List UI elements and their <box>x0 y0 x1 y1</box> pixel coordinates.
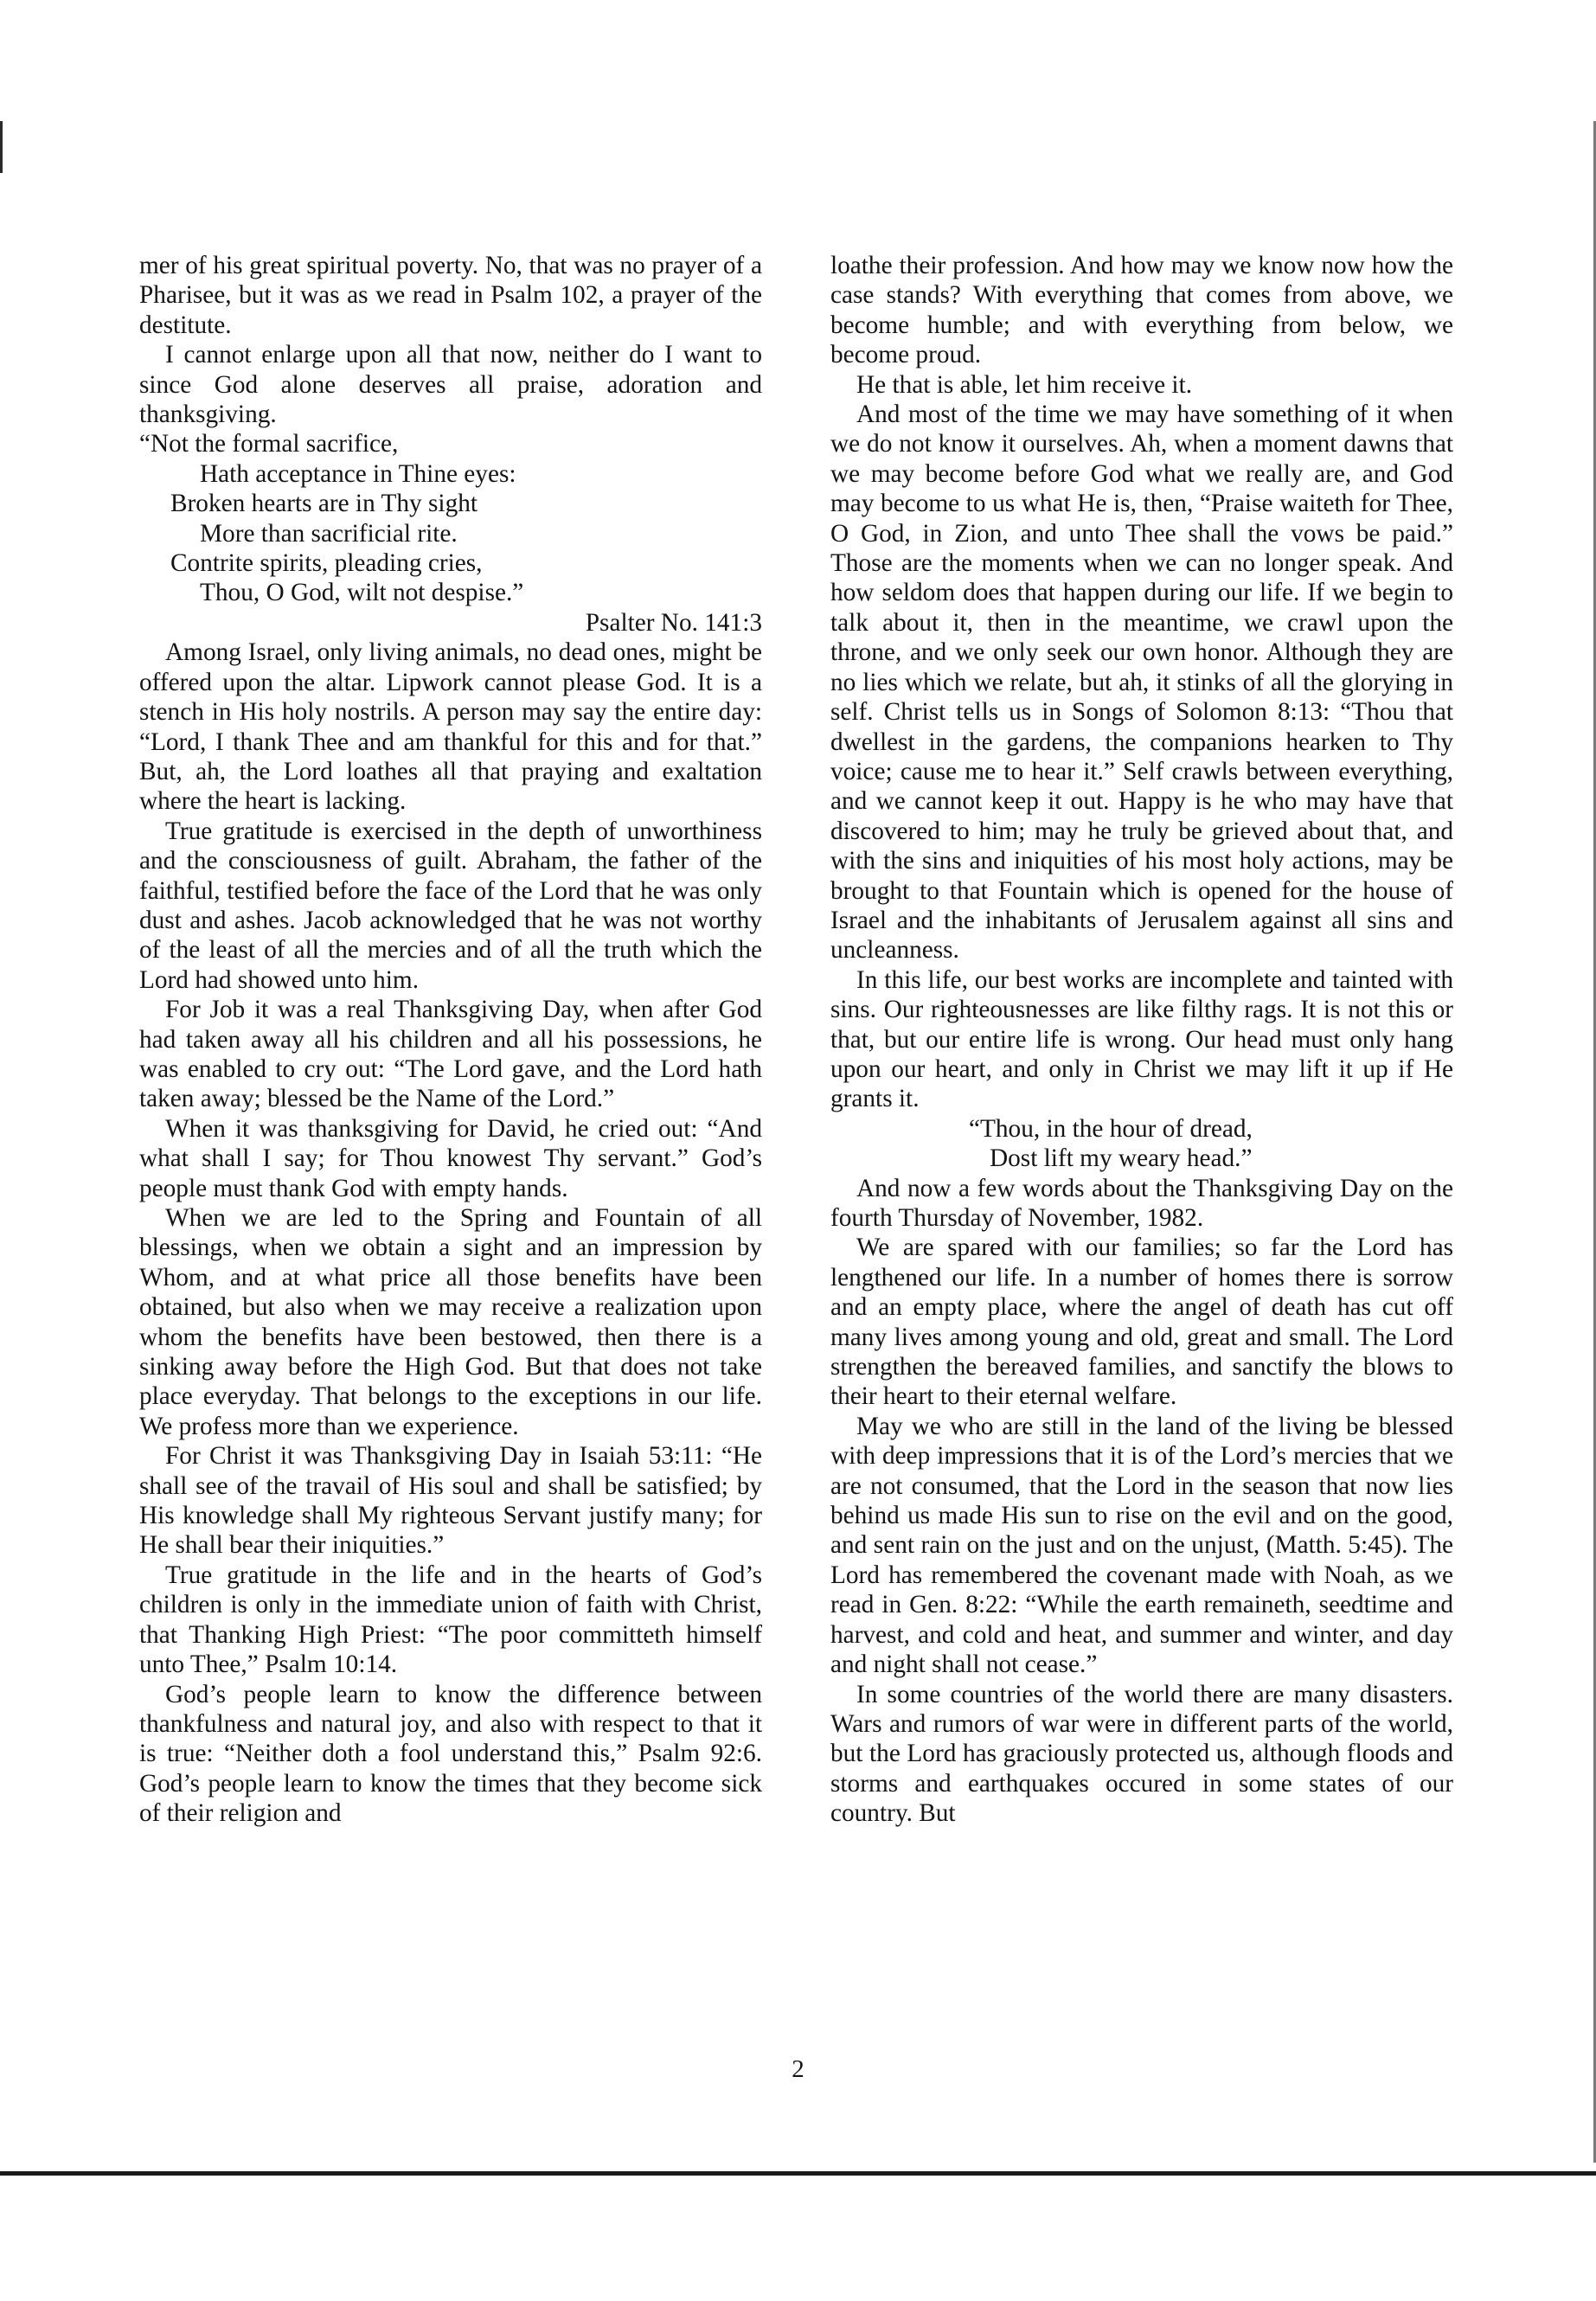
verse-block <box>830 1114 1453 1174</box>
paragraph: True gratitude is exercised in the depth of unworthiness and the consciousness of guilt. Abraham, the father of the faithful, testified before the face of the Lord that he was only dust and ashes. Jacob acknowledged that he was not worthy of the least of all the mercies and of all the truth which the Lord had showed unto him. <box>139 817 762 994</box>
paragraph: He that is able, let him receive it. <box>856 370 1193 399</box>
paragraph: For Job it was a real Thanksgiving Day, when after God had taken away all his children and all his possessions, he was enabled to cry out: “The Lord gave, and the Lord hath taken away; blessed be the Name of the Lord.” <box>139 996 762 1113</box>
paragraph: loathe their profession. And how may we know now how the case stands? With everything that comes from above, we become humble; and with everything from below, we become proud. <box>830 252 1453 369</box>
paragraph: When we are led to the Spring and Fountain of all blessings, when we obtain a sight and an impression by Whom, and at what price all those benefits have been obtained, but also when we may receive a realization upon whom the benefits have been bestowed, then there is a sinking away before the High God. But that does not take place everyday. That belongs to the exceptions in our life. We profess more than we experience. <box>139 1204 762 1440</box>
verse-line: “Thou, in the hour of dread, <box>969 1114 1253 1143</box>
page-number: 2 <box>792 2055 804 2083</box>
paragraph: And now a few words about the Thanksgiving Day on the fourth Thursday of November, 1982. <box>830 1174 1453 1232</box>
paragraph: May we who are still in the land of the living be blessed with deep impressions that it is of the Lord’s mercies that we are not consumed, that the Lord in the season that now lies behind us made His sun to rise on the evil and on the good, and sent rain on the just and on the unjust, (Matth. 5:45). The Lord has remembered the covenant made with Noah, as we read in Gen. 8:22: “While the earth remaineth, seedtime and harvest, and cold and heat, and summer and winter, and day and night shall not cease.” <box>830 1412 1453 1679</box>
scan-edge-bottom-line <box>0 2171 1596 2176</box>
paragraph: True gratitude in the life and in the hearts of God’s children is only in the immediate union of faith with Christ, that Thanking High Priest: “The poor committeth himself unto Thee,” Psalm 10:14. <box>139 1561 762 1679</box>
verse-line: Contrite spirits, pleading cries, <box>170 549 483 578</box>
verse-line: Dost lift my weary head.” <box>990 1144 1253 1173</box>
verse-source: Psalter No. 141:3 <box>585 608 762 637</box>
paragraph: And most of the time we may have something of it when we do not know it ourselves. Ah, when a moment dawns that we may become before God what we really are, and God may become to us what He is, then, “Praise waiteth for Thee, O God, in Zion, and unto Thee shall the vows be paid.” Those are the moments when we can no longer speak. And how seldom does that happen during our life. If we begin to talk about it, then in the meantime, we crawl upon the throne, and we only seek our own honor. Although they are no lies which we relate, but ah, it stinks of all the glorying in self. Christ tells us in Songs of Solomon 8:13: “Thou that dwellest in the gardens, the companions hearken to Thy voice; cause me to hear it.” Self crawls between everything, and we cannot keep it out. Happy is he who may have that discovered to him; may he truly be grieved about that, and with the sins and iniquities of his most holy actions, may be brought to that Fountain which is opened for the house of Israel and the inhabitants of Jerusalem against all sins and uncleanness. <box>830 401 1453 965</box>
paragraph: We are spared with our families; so far the Lord has lengthened our life. In a number of homes there is sorrow and an empty place, where the angel of death has cut off many lives among young and old, great and small. The Lord strengthen the bereaved families, and sanctify the blows to their heart to their eternal welfare. <box>830 1234 1453 1411</box>
paragraph: When it was thanksgiving for David, he cried out: “And what shall I say; for Thou knowest Thy servant.” God’s people must thank God with empty hands. <box>139 1114 762 1202</box>
paragraph: In this life, our best works are incomplete and tainted with sins. Our righteousnesses are like filthy rags. It is not this or that, but our entire life is wrong. Our head must only hang upon our heart, and only in Christ we may lift it up if He grants it. <box>830 965 1453 1113</box>
verse-line: “Not the formal sacrifice, <box>139 430 399 458</box>
paragraph: God’s people learn to know the difference between thankfulness and natural joy, and also with respect to that it is true: “Neither doth a fool understand this,” Psalm 92:6. God’s people learn to know the times that they become sick of their religion and <box>139 1680 762 1828</box>
paragraph: Among Israel, only living animals, no dead ones, might be offered upon the altar. Lipwork cannot please God. It is a stench in His holy nostrils. A person may say the entire day: “Lord, I thank Thee and am thankful for this and for that.” But, ah, the Lord loathes all that praying and exaltation where the heart is lacking. <box>139 638 762 816</box>
verse-line: Broken hearts are in Thy sight <box>170 490 478 518</box>
paragraph: mer of his great spiritual poverty. No, that was no prayer of a Pharisee, but it was as we read in Psalm 102, a prayer of the destitute. <box>139 252 762 339</box>
verse-line: More than sacrificial rite. <box>200 519 458 548</box>
paragraph: I cannot enlarge upon all that now, neither do I want to since God alone deserves all praise, adoration and thanksgiving. <box>139 341 762 429</box>
right-column <box>830 251 1453 1829</box>
paragraph: In some countries of the world there are many disasters. Wars and rumors of war were in different parts of the world, but the Lord has graciously protected us, although floods and storms and earthquakes occured in some states of our country. But <box>830 1680 1453 1828</box>
verse-block <box>139 429 762 638</box>
scan-edge-left-mark <box>0 121 3 173</box>
left-column <box>139 251 762 1829</box>
paragraph: For Christ it was Thanksgiving Day in Isaiah 53:11: “He shall see of the travail of His soul and shall be satisfied; by His knowledge shall My righteous Servant justify many; for He shall bear their iniquities.” <box>139 1442 762 1560</box>
verse-line: Hath acceptance in Thine eyes: <box>200 459 516 488</box>
verse-line: Thou, O God, wilt not despise.” <box>200 579 524 607</box>
